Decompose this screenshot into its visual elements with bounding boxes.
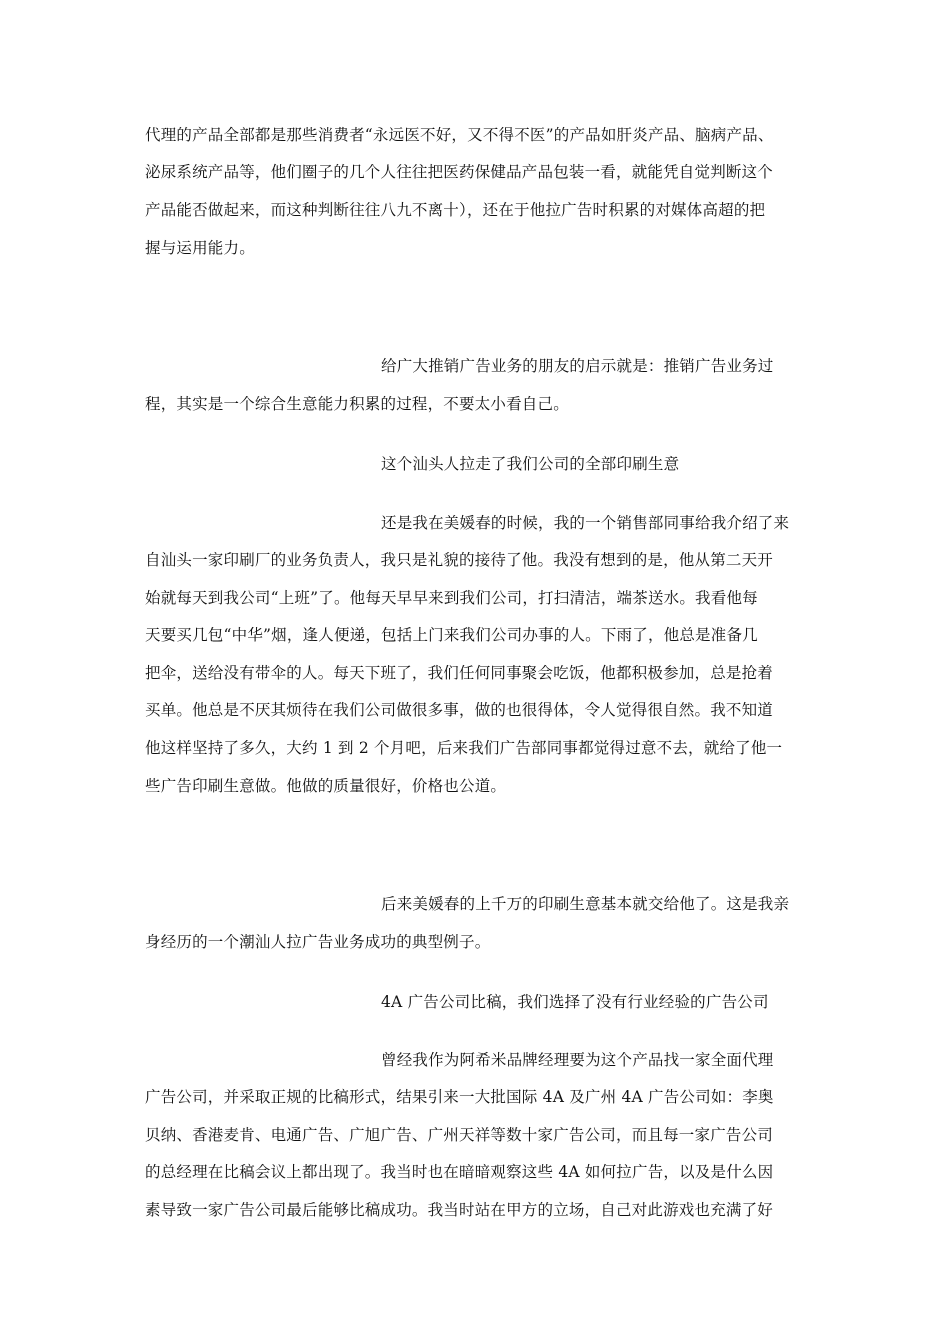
paragraph-line: 贝纳、香港麦肯、电通广告、广旭广告、广州天祥等数十家广告公司，而且每一家广告公司 bbox=[145, 1126, 774, 1144]
paragraph-line: 把伞，送给没有带伞的人。每天下班了，我们任何同事聚会吃饭，他都积极参加，总是抢着 bbox=[145, 664, 774, 682]
paragraph-line: 自汕头一家印刷厂的业务负责人，我只是礼貌的接待了他。我没有想到的是，他从第二天开 bbox=[145, 551, 774, 569]
paragraph-line: 身经历的一个潮汕人拉广告业务成功的典型例子。 bbox=[145, 933, 491, 951]
paragraph-line: 的总经理在比稿会议上都出现了。我当时也在暗暗观察这些 4A 如何拉广告，以及是什么因 bbox=[145, 1163, 774, 1181]
paragraph-line: 程，其实是一个综合生意能力积累的过程，不要太小看自己。 bbox=[145, 395, 569, 413]
paragraph-line: 天要买几包“中华”烟，逢人便递，包括上门来我们公司办事的人。下雨了，他总是准备几 bbox=[145, 626, 758, 644]
paragraph-line: 给广大推销广告业务的朋友的启示就是：推销广告业务过 bbox=[381, 357, 774, 375]
paragraph-line: 素导致一家广告公司最后能够比稿成功。我当时站在甲方的立场，自己对此游戏也充满了好 bbox=[145, 1201, 774, 1219]
paragraph-line: 代理的产品全部都是那些消费者“永远医不好，又不得不医”的产品如肝炎产品、脑病产品、 bbox=[145, 126, 774, 144]
paragraph-line: 他这样坚持了多久，大约 1 到 2 个月吧，后来我们广告部同事都觉得过意不去，就给了他一 bbox=[145, 739, 783, 757]
paragraph-line: 还是我在美媛春的时候，我的一个销售部同事给我介绍了来 bbox=[381, 514, 790, 532]
paragraph-line: 曾经我作为阿希米品牌经理要为这个产品找一家全面代理 bbox=[381, 1051, 774, 1069]
paragraph-line: 广告公司，并采取正规的比稿形式，结果引来一大批国际 4A 及广州 4A 广告公司如：李奥 bbox=[145, 1088, 774, 1106]
section-heading: 这个汕头人拉走了我们公司的全部印刷生意 bbox=[381, 455, 680, 473]
paragraph-line: 握与运用能力。 bbox=[145, 239, 255, 257]
paragraph-line: 买单。他总是不厌其烦待在我们公司做很多事，做的也很得体，令人觉得很自然。我不知道 bbox=[145, 701, 774, 719]
paragraph-line: 产品能否做起来，而这种判断往往八九不离十），还在于他拉广告时积累的对媒体高超的把 bbox=[145, 201, 766, 219]
paragraph-line: 后来美媛春的上千万的印刷生意基本就交给他了。这是我亲 bbox=[381, 895, 790, 913]
paragraph-line: 始就每天到我公司“上班”了。他每天早早来到我们公司，打扫清洁，端茶送水。我看他每 bbox=[145, 589, 758, 607]
paragraph-line: 些广告印刷生意做。他做的质量很好，价格也公道。 bbox=[145, 777, 507, 795]
paragraph-line: 泌尿系统产品等，他们圈子的几个人往往把医药保健品产品包装一看，就能凭自觉判断这个 bbox=[145, 163, 774, 181]
section-heading: 4A 广告公司比稿，我们选择了没有行业经验的广告公司 bbox=[381, 993, 769, 1011]
